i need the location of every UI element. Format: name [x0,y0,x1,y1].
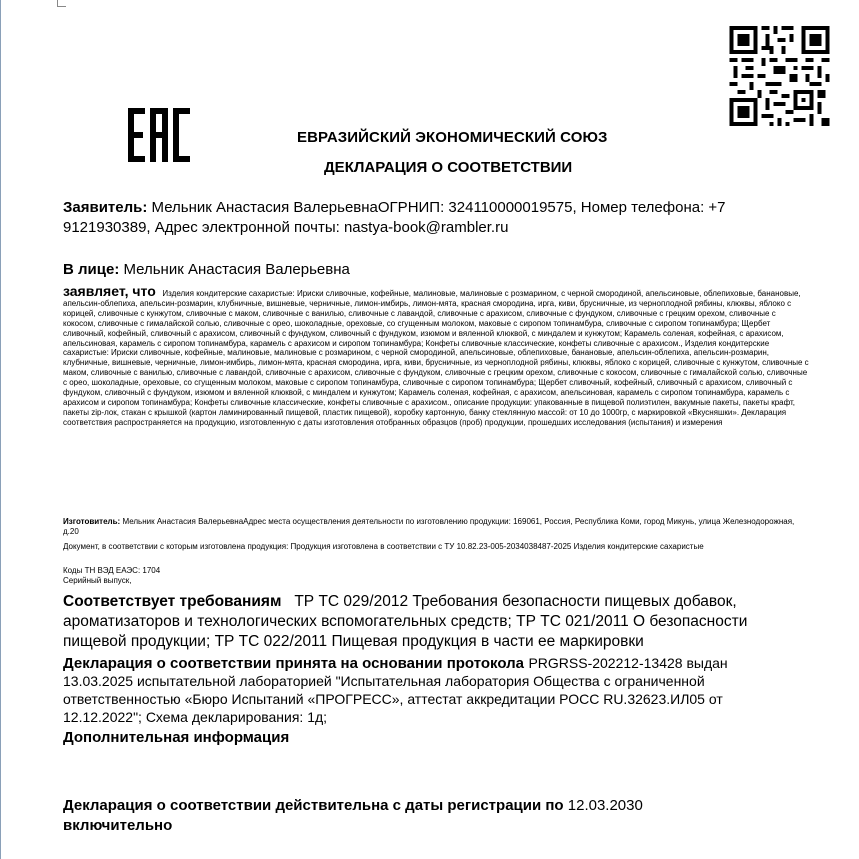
requirements-text: ТР ТС 029/2012 Требования безопасности пищевых добавок, ароматизаторов и технологических вспомогательных средств; ТР ТС 021/2011 О безопасности пищевой продукции; ТР ТС 022/2011 Пищевая продукция в части ее маркировки [63,593,748,650]
validity-section [63,796,723,836]
person-text: Мельник Анастасия Валерьевна [123,261,350,278]
manufacturer-label: Изготовитель: [63,517,121,526]
union-title: ЕВРАЗИЙСКИЙ ЭКОНОМИЧЕСКИЙ СОЮЗ [297,129,608,146]
protocol-basis-text: PRGRSS-202212-13428 выдан 13.03.2025 испытательной лабораторией "Испытательная лаборатория Общества с ограниченной ответственностью «Бюро Испытаний «ПРОГРЕСС», аттестат аккредитации РОСС RU.32623.ИЛ05 от 12.12.2022"; Схема декларирования: 1д; [63,655,728,725]
applicant-text: Мельник Анастасия ВалерьевнаОГРНИП: 324110000019575, Номер телефона: +7 9121930389, Адрес электронной почты: nastya-book@rambler.ru [63,199,726,236]
declares-section [63,283,809,428]
protocol-basis-section [63,655,783,727]
manufacturer-section [63,517,809,537]
requirements-section [63,592,793,652]
applicant-section [63,198,803,238]
declaration-title: ДЕКЛАРАЦИЯ О СООТВЕТСТВИИ [324,159,573,176]
validity-suffix: включительно [63,817,173,834]
person-label: В лице: [63,261,120,278]
additional-info-label: Дополнительная информация [63,729,290,746]
manufacturer-text: Мельник Анастасия ВалерьевнаАдрес места осуществления деятельности по изготовлению продукции: 169061, Россия, Республика Коми, город Микунь, улица Железнодорожная, д.20 [63,517,795,536]
tnved-codes: Коды ТН ВЭД ЕАЭС: 1704 [63,566,161,575]
person-section [63,260,350,280]
validity-label: Декларация о соответствии действительна с даты регистрации по [63,797,564,814]
applicant-label: Заявитель: [63,199,148,216]
serial-release: Серийный выпуск, [63,576,132,585]
corner-crop-mark [57,0,66,7]
eac-logo [128,108,190,162]
qr-code [728,26,831,126]
protocol-basis-label: Декларация о соответствии принята на основании протокола [63,655,524,672]
validity-date: 12.03.2030 [567,797,643,814]
page-edge [0,0,1,859]
declares-label: заявляет, что [63,283,156,299]
document-basis: Документ, в соответствии с которым изготовлена продукция: Продукция изготовлена в соответствии с ТУ 10.82.23-005-2034038487-2025 Изделия кондитерские сахаристые [63,542,704,551]
requirements-label: Соответствует требованиям [63,593,282,610]
declares-text: Изделия кондитерские сахаристые: Ириски сливочные, кофейные, малиновые, малиновые с розмарином, с черной смородиной, апельсиновые, облепиховые, банановые, апельсин-облепиха, апельсин-розмарин, клубничные, вишневые, черничные, лимон-имбирь, лимон-мята, красная смородина, ирга, киви, брусничные, из черноплодной рябины, клюквы, яблоко с корицей, сливочные с кунжутом, сливочные с маком, сливочные с ванилью, сливочные с лавандой, сливочные с арахисом, сливочные с фундуком, сливочные с грецким орехом, сливочные с кокосом, сливочные с гималайской солью, сливочные с орео, шоколадные, ореховые, со сгущенным молоком, маковые с сиропом топинамбура, сливочные с сиропом топинамбура; Щербет сливочный, кофейный, сливочный с арахисом, сливочный с фундуком, сливочный с фундуком, изюмом и вяленной клюквой, с миндалем и кунжутом; Карамель соленая, кофейная, с арахисом, апельсиновая, карамель с сиропом топинамбура, карамель с арахисом и сиропом топинамбура; Конфеты сливочные классические, конфеты сливочные с арахисом., Изделия кондитерские сахаристые: Ириски сливочные, кофейные, малиновые, малиновые с розмарином, с черной смородиной, апельсиновые, облепиховые, банановые, апельсин-облепиха, апельсин-розмарин, клубничные, вишневые, черничные, лимон-имбирь, лимон-мята, красная смородина, ирга, киви, брусничные, из черноплодной рябины, клюквы, яблоко с корицей, сливочные с кунжутом, сливочные с маком, сливочные с ванилью, сливочные с лавандой, сливочные с арахисом, сливочные с фундуком, сливочные с грецким орехом, сливочные с кокосом, сливочные с гималайской солью, сливочные с орео, шоколадные, ореховые, со сгущенным молоком, маковые с сиропом топинамбура, сливочные с сиропом топинамбура; Щербет сливочный, кофейный, сливочный с арахисом, сливочный с фундуком, сливочный с фундуком, изюмом и вяленной клюквой, с миндалем и кунжутом; Карамель соленая, кофейная, с арахисом, апельсиновая, карамель с сиропом топинамбура, карамель с арахисом и сиропом топинамбура; Конфеты сливочные классические, конфеты сливочные с арахисом., описание продукции: упакованные в пищевой полиэтилен, вакумные пакеты, пакеты крафт, пакеты zip-лок, стакан с крышкой (картон ламинированный пищевой, пластик пищевой), коробку картонную, банку стеклянную массой: от 10 до 1000гр, с маркировкой «Вкусняшки». Декларация соответствия распространяется на продукцию, изготовленную с даты изготовления отобранных образцов (проб) продукции, прошедших исследования (испытания) и измерения [63,289,809,427]
